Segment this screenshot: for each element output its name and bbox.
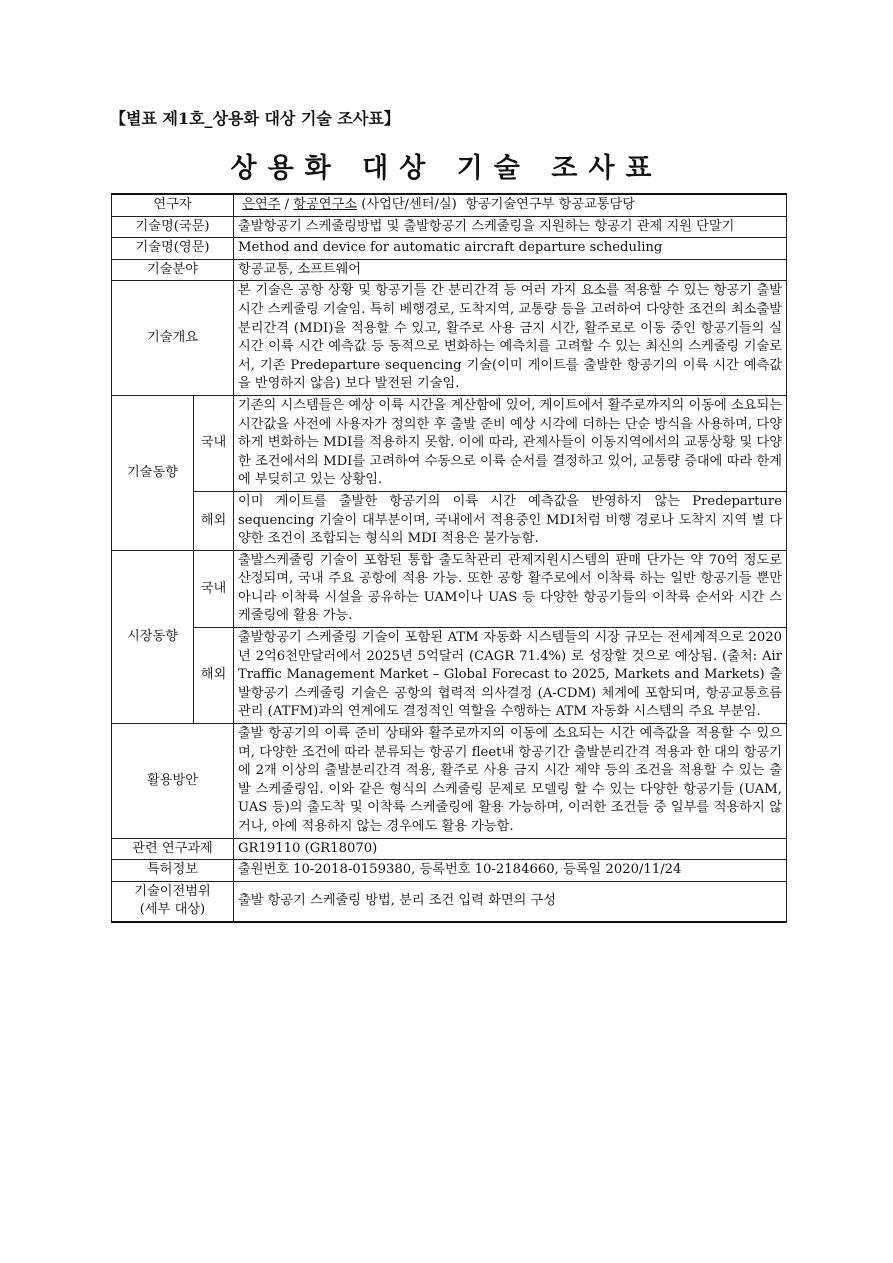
related-project-value: GR19110 (GR18070) [234, 838, 787, 860]
transfer-scope-label [112, 881, 234, 922]
row-transfer-scope [112, 881, 787, 922]
tech-overview-value: 본 기술은 공항 상황 및 항공기들 간 분리간격 등 여러 가지 요소를 적용할 수 있는 항공기 출발 시간 스케줄링 기술임. 특히 베행경로, 도착지역, 교통량 등을 고려하여 다양한 조건의 최소출발분리간격 (MDI)을 적용할 수 있고, 활주로 사용 금지 시간, 활주로로 이동 중인 항공기들의 실시간 이륙 시간 예측값 등 동적으로 변화하는 예측치를 고려할 수 있는 최신의 스케줄링 기술로서, 기존 Predeparture sequencing 기술(이미 게이트를 출발한 항공기의 이륙 시간 예측값을 반영하지 않음) 보다 발전된 기술임. [234, 281, 787, 396]
tech-trend-domestic-value: 기존의 시스템들은 예상 이륙 시간을 계산함에 있어, 게이트에서 활주로까지의 이동에 소요되는 시간값을 사전에 사용자가 정의한 후 출발 준비 예상 시각에 더하는 단순 방식을 사용하며, 다양하게 변화하는 MDI를 적용하지 못함. 이에 따라, 관제사들이 이동지역에서의 교통상황 및 다양한 조건에서의 MDI를 고려하여 수동으로 이륙 순서를 결정하고 있어, 교통량 증대에 따라 한계에 부딪히고 있는 상황임. [234, 395, 787, 491]
row-patent [112, 860, 787, 882]
row-researcher [112, 194, 787, 216]
row-market-trend-domestic [112, 550, 787, 627]
market-trend-domestic-label: 국내 [194, 550, 234, 627]
tech-name-en-value: Method and device for automatic aircraft departure scheduling [234, 238, 787, 260]
row-tech-field [112, 259, 787, 281]
row-related-project [112, 838, 787, 860]
tech-field-value: 항공교통, 소프트웨어 [234, 259, 787, 281]
tech-name-kr-value: 출발항공기 스케줄링방법 및 출발항공기 스케줄링을 지원하는 항공기 관제 지원 단말기 [234, 216, 787, 238]
market-trend-domestic-value: 출발스케줄링 기술이 포함된 통합 출도착관리 관제지원시스템의 판매 단가는 약 70억 정도로 산정되며, 국내 주요 공항에 적용 가능. 또한 공항 활주로에서 이착륙 하는 일반 항공기들 뿐만 아니라 이착륙 시설을 공유하는 UAM이나 UAS 등 다양한 항공기들의 이착륙 순서와 시간 스케줄링에 활용 가능. [234, 550, 787, 627]
researcher-name: 은연주 [242, 197, 281, 212]
survey-table [111, 193, 787, 923]
researcher-value [234, 194, 787, 216]
row-tech-name-kr [112, 216, 787, 238]
application-value: 출발 항공기의 이륙 준비 상태와 활주로까지의 이동에 소요되는 시간 예측값을 적용할 수 있으며, 다양한 조건에 따라 분류되는 항공기 fleet내 항공기간 출발분리간격 적용과 한 대의 항공기에 2개 이상의 출발분리간격 적용, 활주로 사용 금지 시간 제약 등의 조건을 적용할 수 있는 출발 스케줄링임. 이와 같은 형식의 스케줄링 문제로 모델링 할 수 있는 다양한 항공기들 (UAM, UAS 등)의 출도착 및 이착륙 스케줄링에 활용 가능하며, 이러한 조건들 중 일부를 적용하지 않거나, 아예 적용하지 않는 경우에도 활용 가능함. [234, 724, 787, 839]
row-tech-trend-domestic [112, 395, 787, 491]
row-application [112, 724, 787, 839]
tech-name-en-label: 기술명(영문) [112, 238, 234, 260]
tech-field-label: 기술분야 [112, 259, 234, 281]
row-market-trend-overseas [112, 628, 787, 724]
researcher-unit-hint: (사업단/센터/실) [361, 197, 457, 212]
market-trend-overseas-value: 출발항공기 스케줄링 기술이 포함된 ATM 자동화 시스템들의 시장 규모는 전세계적으로 2020년 2억6천만달러에서 2025년 5억달러 (CAGR 71.4%) 로 성장할 것으로 예상됨. (출처: Air Traffic Management Market – Global Forecast to 2025, Markets and Markets) 출발항공기 스케줄링 기술은 공항의 협력적 의사결정 (A-CDM) 체계에 포함되며, 항공교통흐름관리 (ATFM)과의 연계에도 결정적인 역할을 수행하는 ATM 자동화 시스템의 주요 부분임. [234, 628, 787, 724]
tech-overview-label: 기술개요 [112, 281, 234, 396]
row-tech-trend-overseas [112, 491, 787, 550]
tech-trend-domestic-label: 국내 [194, 395, 234, 491]
tech-trend-overseas-label: 해외 [194, 491, 234, 550]
tech-name-kr-label: 기술명(국문) [112, 216, 234, 238]
transfer-scope-value: 출발 항공기 스케줄링 방법, 분리 조건 입력 화면의 구성 [234, 881, 787, 922]
researcher-label: 연구자 [112, 194, 234, 216]
row-tech-name-en [112, 238, 787, 260]
market-trend-label: 시장동향 [112, 550, 194, 723]
form-caption: 【별표 제1호_상용화 대상 기술 조사표】 [110, 109, 400, 128]
researcher-separator: / [284, 197, 290, 212]
related-project-label: 관련 연구과제 [112, 838, 234, 860]
transfer-scope-label-line1: 기술이전범위 [134, 883, 211, 899]
tech-trend-overseas-value: 이미 게이트를 출발한 항공기의 이륙 시간 예측값을 반영하지 않는 Predeparture sequencing 기술이 대부분이며, 국내에서 적용중인 MDI처럼 비행 경로나 도착지 지역 별 다양한 조건이 조합되는 형식의 MDI 적용은 불가능함. [234, 491, 787, 550]
market-trend-overseas-label: 해외 [194, 628, 234, 724]
researcher-department: 항공기술연구부 항공교통담당 [465, 197, 636, 212]
researcher-institute: 항공연구소 [293, 197, 357, 212]
patent-label: 특허정보 [112, 860, 234, 882]
patent-value: 출원번호 10-2018-0159380, 등록번호 10-2184660, 등록일 2020/11/24 [234, 860, 787, 882]
row-tech-overview [112, 281, 787, 396]
tech-trend-label: 기술동향 [112, 395, 194, 550]
application-label: 활용방안 [112, 724, 234, 839]
document-title: 상용화 대상 기술 조사표 [230, 153, 663, 184]
transfer-scope-label-line2: (세부 대상) [139, 902, 206, 918]
